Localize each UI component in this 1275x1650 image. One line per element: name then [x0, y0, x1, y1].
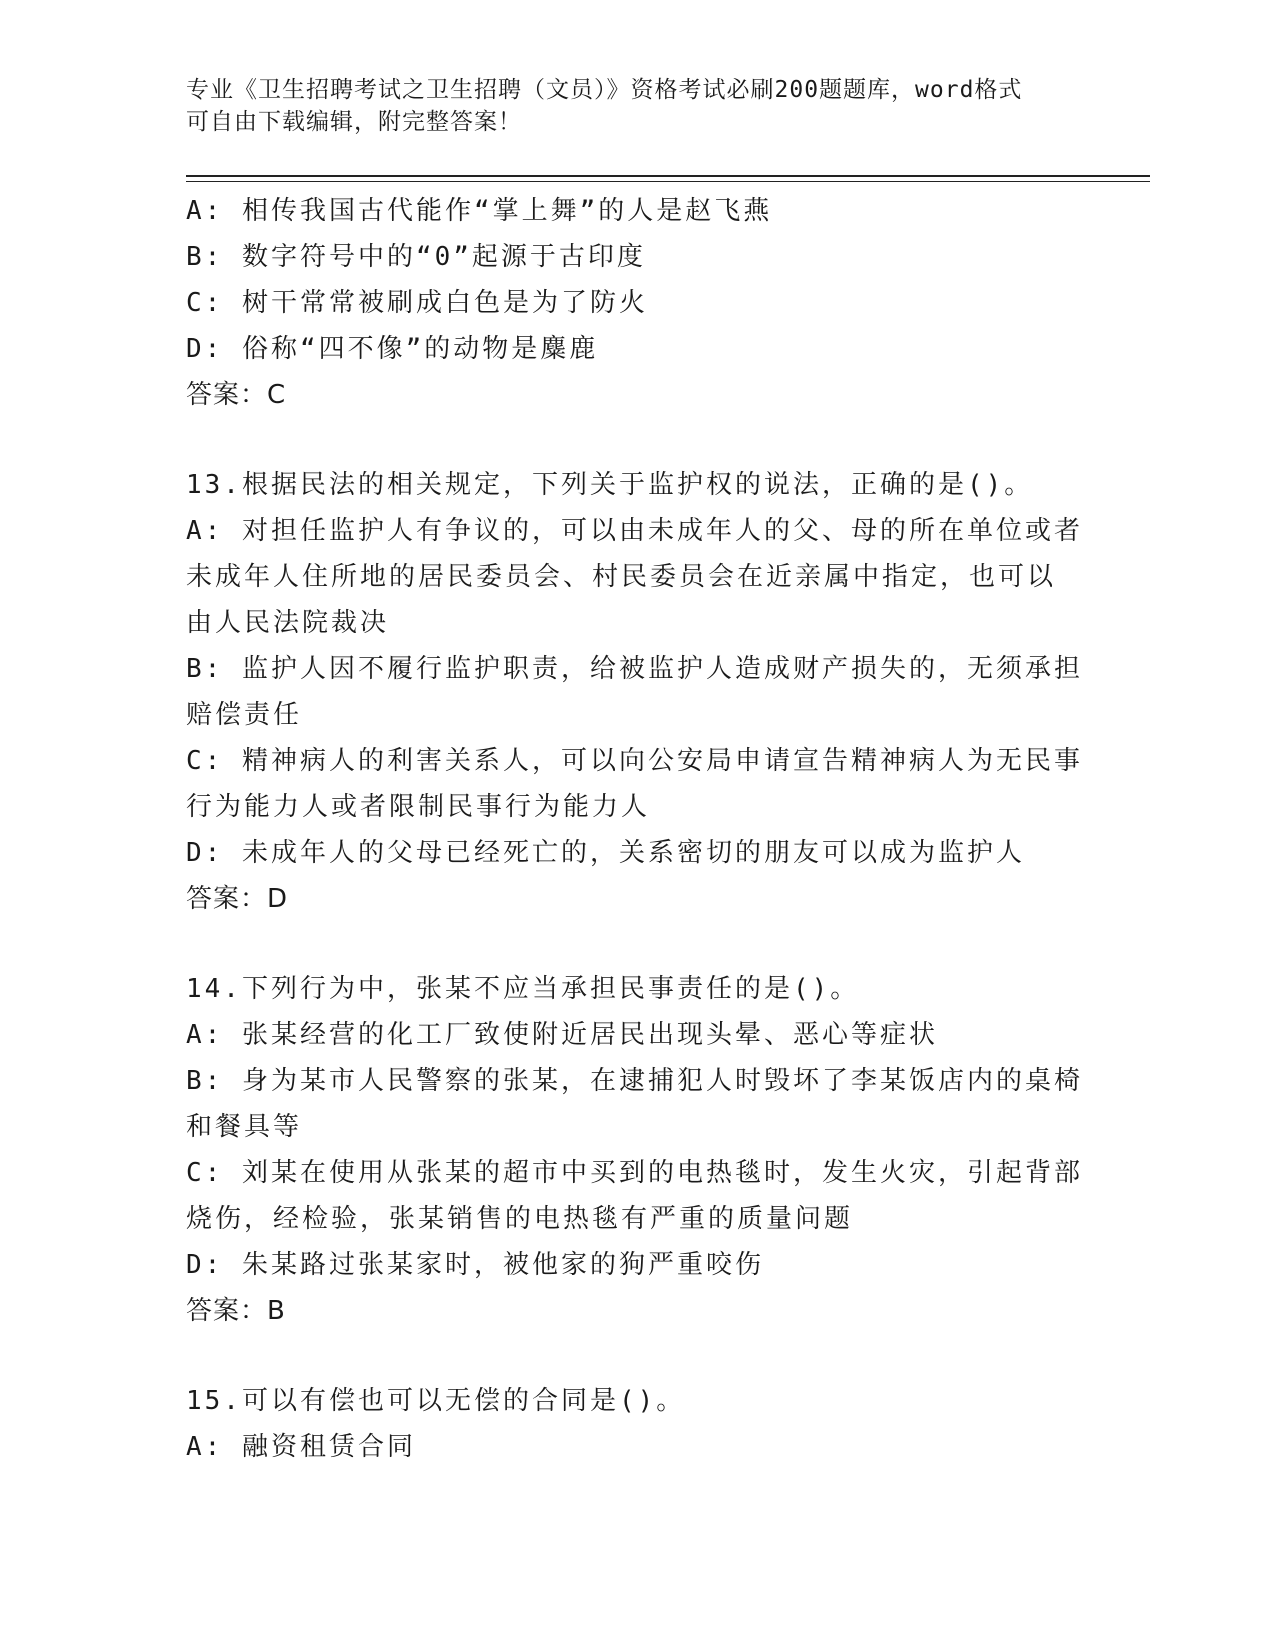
question-15-block: [186, 1378, 1086, 1470]
q14-option-c-line-1: C: 刘某在使用从张某的超市中买到的电热毯时，发生火灾，引起背部: [186, 1158, 1083, 1188]
q13-option-b-line-1: B: 监护人因不履行监护职责，给被监护人造成财产损失的，无须承担: [186, 654, 1083, 684]
q14-option-c-line-2: 烧伤，经检验，张某销售的电热毯有严重的质量问题: [186, 1204, 854, 1234]
header-divider-thin: [186, 181, 1150, 182]
question-content: [186, 188, 1086, 1470]
q12-option-d: D: 俗称“四不像”的动物是麋鹿: [186, 334, 599, 364]
question-13-block: [186, 462, 1086, 922]
q13-option-d: D: 未成年人的父母已经死亡的，关系密切的朋友可以成为监护人: [186, 838, 1025, 868]
q13-option-a-line-3: 由人民法院裁决: [186, 608, 390, 638]
question-spacer: [186, 922, 1086, 966]
header-title-line-2: 可自由下载编辑，附完整答案！: [186, 109, 522, 135]
header-divider-thick: [186, 175, 1150, 177]
q12-answer: 答案：C: [186, 380, 287, 410]
q14-option-b-line-1: B: 身为某市人民警察的张某，在逮捕犯人时毁坏了李某饭店内的桌椅: [186, 1066, 1083, 1096]
q14-option-b-line-2: 和餐具等: [186, 1112, 303, 1142]
q13-stem: 13.根据民法的相关规定，下列关于监护权的说法，正确的是()。: [186, 470, 1034, 500]
q12-option-a: A: 相传我国古代能作“掌上舞”的人是赵飞燕: [186, 196, 773, 226]
q13-option-b-line-2: 赔偿责任: [186, 700, 303, 730]
q14-option-a: A: 张某经营的化工厂致使附近居民出现头晕、恶心等症状: [186, 1020, 938, 1050]
q14-stem: 14.下列行为中，张某不应当承担民事责任的是()。: [186, 974, 860, 1004]
document-header: [186, 74, 1066, 138]
q12-option-c: C: 树干常常被刷成白色是为了防火: [186, 288, 648, 318]
q12-option-b: B: 数字符号中的“0”起源于古印度: [186, 242, 646, 272]
q13-option-a-line-2: 未成年人住所地的居民委员会、村民委员会在近亲属中指定，也可以: [186, 562, 1057, 592]
q13-option-c-line-2: 行为能力人或者限制民事行为能力人: [186, 792, 651, 822]
q13-option-c-line-1: C: 精神病人的利害关系人，可以向公安局申请宣告精神病人为无民事: [186, 746, 1083, 776]
q15-stem: 15.可以有偿也可以无偿的合同是()。: [186, 1386, 686, 1416]
question-12-block: [186, 188, 1086, 418]
question-spacer: [186, 418, 1086, 462]
q13-option-a-line-1: A: 对担任监护人有争议的，可以由未成年人的父、母的所在单位或者: [186, 516, 1083, 546]
header-title-line-1: 专业《卫生招聘考试之卫生招聘（文员）》资格考试必刷200题题库，word格式: [186, 77, 1023, 103]
question-14-block: [186, 966, 1086, 1334]
question-spacer: [186, 1334, 1086, 1378]
q14-answer: 答案：B: [186, 1296, 286, 1326]
q13-answer: 答案：D: [186, 884, 289, 914]
q15-option-a: A: 融资租赁合同: [186, 1432, 416, 1462]
q14-option-d: D: 朱某路过张某家时，被他家的狗严重咬伤: [186, 1250, 764, 1280]
